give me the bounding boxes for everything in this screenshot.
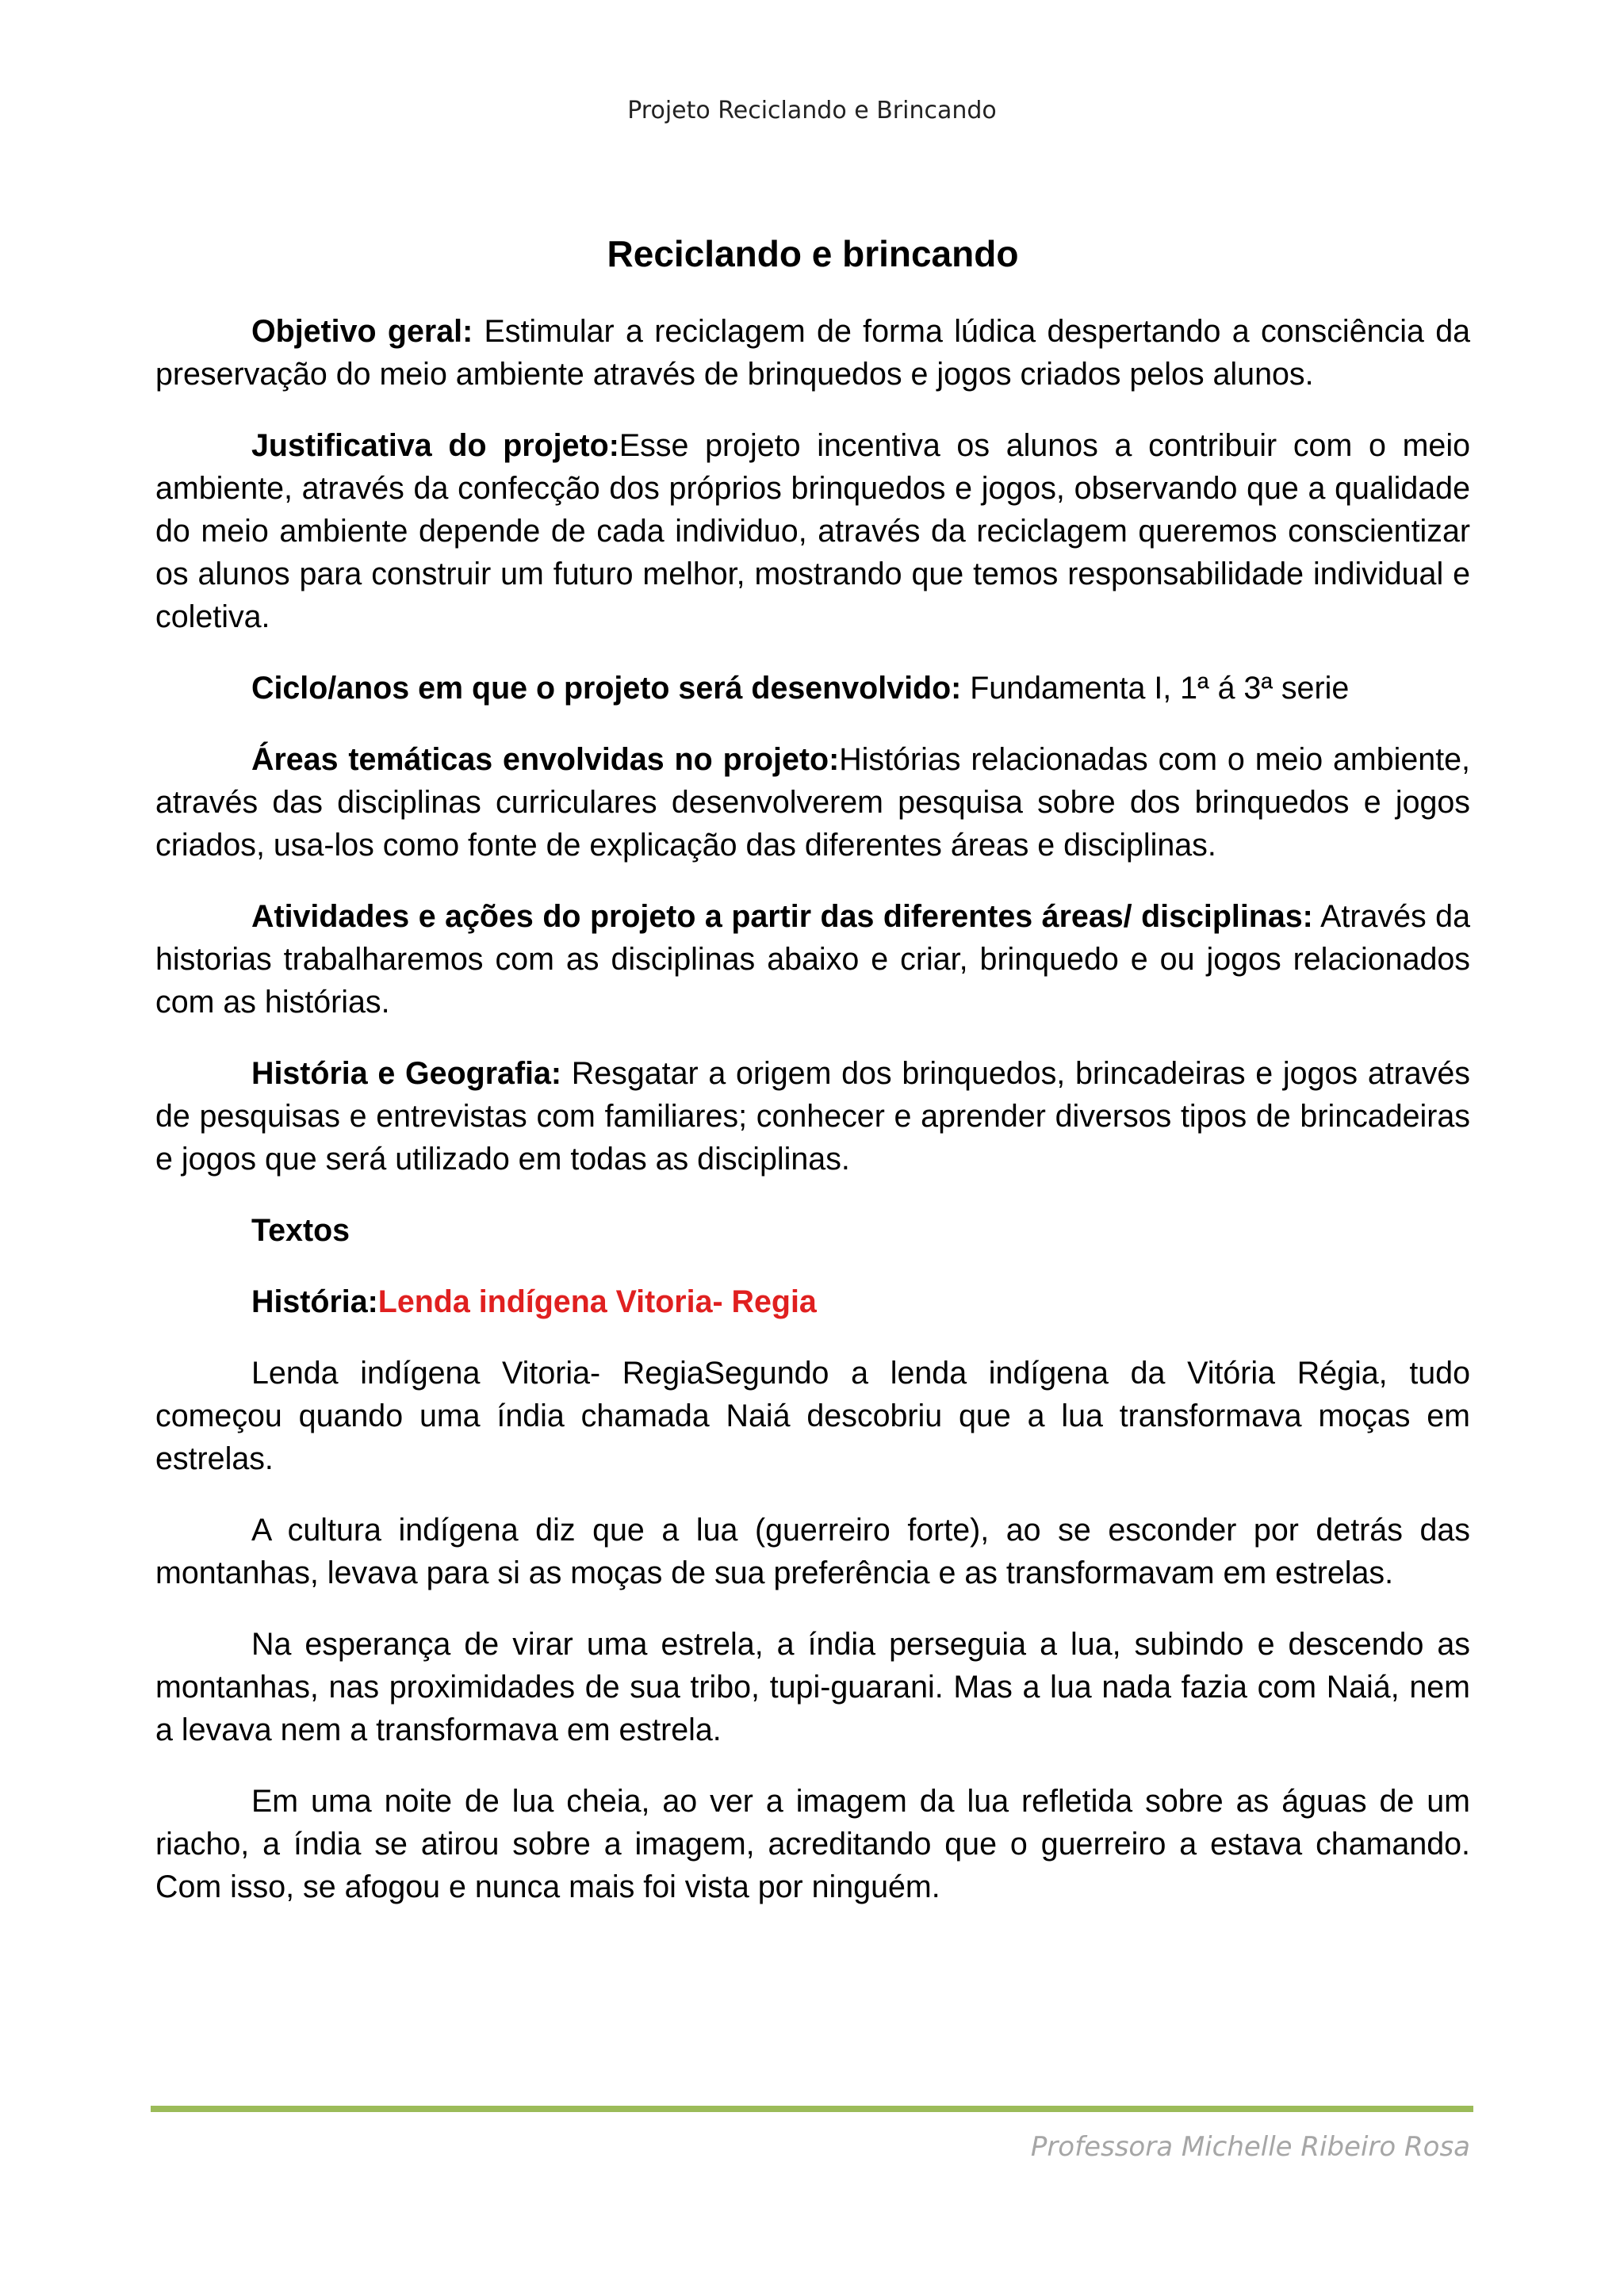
footer-divider [151,2106,1473,2112]
document-title: Reciclando e brincando [607,233,1019,274]
section-objetivo-geral [155,310,1470,396]
story-paragraph: Na esperança de virar uma estrela, a índia perseguia a lua, subindo e descendo as montanhas, nas proximidades de sua tribo, tupi-guarani. Mas a lua nada fazia com Naiá, nem a levava nem a transformava em estrela. [155,1627,1470,1747]
footer-author: Professora Michelle Ribeiro Rosa [1030,2131,1470,2163]
texts-heading-label: Textos [251,1213,350,1248]
section-historia-geografia [155,1052,1470,1181]
story-paragraph: Em uma noite de lua cheia, ao ver a imagem da lua refletida sobre as águas de um riacho, a índia se atirou sobre a imagem, acreditando que o guerreiro a estava chamando. Com isso, se afogou e nunca mais foi vista por ninguém. [155,1784,1470,1904]
section-text: Através da historias trabalharemos com as disciplinas abaixo e criar, brinquedo e ou jogos relacionados com as histórias. [155,899,1470,1020]
section-label: Objetivo geral: [251,314,473,349]
section-text: Resgatar a origem dos brinquedos, brincadeiras e jogos através de pesquisas e entrevistas com familiares; conhecer e aprender diversos tipos de brincadeiras e jogos que será utilizado em todas as disciplinas. [155,1056,1470,1177]
section-label: Áreas temáticas envolvidas no projeto: [251,742,840,777]
document-body [155,226,1470,1937]
story-heading [155,1280,1470,1323]
section-label: Atividades e ações do projeto a partir das diferentes áreas/ disciplinas: [251,899,1313,934]
story-paragraph: Lenda indígena Vitoria- RegiaSegundo a lenda indígena da Vitória Régia, tudo começou quando uma índia chamada Naiá descobriu que a lua transformava moças em estrelas. [155,1356,1470,1476]
section-text: Histórias relacionadas com o meio ambiente, através das disciplinas curriculares desenvolverem pesquisa sobre dos brinquedos e jogos criados, usa-los como fonte de explicação das diferentes áreas e disciplinas. [155,742,1470,863]
section-text: Estimular a reciclagem de forma lúdica despertando a consciência da preservação do meio ambiente através de brinquedos e jogos criados pelos alunos. [155,314,1471,392]
section-text: Fundamenta I, 1ª á 3ª serie [961,671,1350,706]
story-label: História: [251,1284,378,1319]
section-atividades [155,895,1470,1024]
section-label: Ciclo/anos em que o projeto será desenvolvido: [251,671,962,706]
texts-heading [155,1209,1470,1252]
running-header: Projeto Reciclando e Brincando [627,97,997,124]
story-title: Lenda indígena Vitoria- Regia [377,1284,817,1319]
story-paragraph: A cultura indígena diz que a lua (guerreiro forte), ao se esconder por detrás das montanhas, levava para si as moças de sua preferência e as transformavam em estrelas. [155,1513,1470,1590]
section-text: Esse projeto incentiva os alunos a contribuir com o meio ambiente, através da confecção dos próprios brinquedos e jogos, observando que a qualidade do meio ambiente depende de cada individuo, através da reciclagem queremos conscientizar os alunos para construir um futuro melhor, mostrando que temos responsabilidade individual e coletiva. [155,428,1470,634]
section-label: História e Geografia: [251,1056,562,1091]
section-label: Justificativa do projeto: [251,428,619,463]
section-areas-tematicas [155,738,1470,867]
section-ciclo-anos [155,667,1470,710]
section-justificativa [155,424,1470,638]
